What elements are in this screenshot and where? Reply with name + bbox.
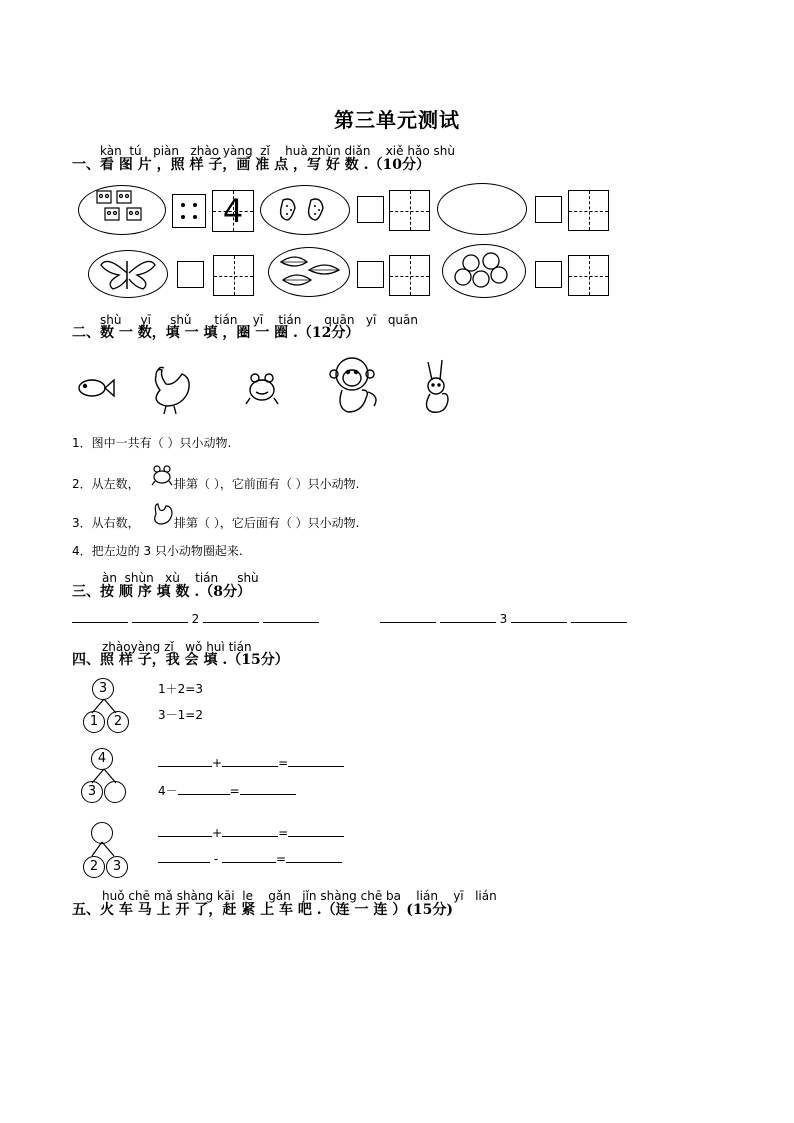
blank[interactable] [440,612,496,623]
blank[interactable] [158,756,212,767]
blank[interactable] [288,756,344,767]
blank[interactable] [72,612,128,623]
dots-box [172,194,206,228]
answer-dots-box-4[interactable] [177,261,204,288]
page-title: 第三单元测试 [334,108,460,132]
s2-question-4: 4．把左边的 3 只小动物圈起来. [72,544,243,558]
s5-heading: 五、火 车 马 上 开 了，赶 紧 上 车 吧 .（连 一 连 ）(15分) [72,902,453,918]
butterfly-picture [89,251,167,297]
answer-digit-grid-2[interactable] [389,190,430,231]
s1-heading: 一、看 图 片 ，照 样 子，画 准 点 ，写 好 数 .（10分） [72,157,430,173]
blank[interactable] [380,612,436,623]
butterfly-oval [88,250,168,298]
cats-picture [79,186,165,234]
ex1-eq1: 1＋2=3 [158,682,203,696]
frog-icon [150,462,174,486]
answer-dots-box-2[interactable] [357,196,384,223]
sample-digit: 4 [222,192,244,230]
ex1-eq2: 3－1=2 [158,708,203,722]
bond2-top: 4 [91,748,113,770]
s5-pinyin: huǒ chē mǎ shàng kāi le gǎn jǐn shàng chē ba lián yī lián [102,889,497,903]
s4-pinyin: zhàoyàng zǐ wǒ huì tián [102,640,252,654]
bond1-left: 1 [83,711,105,733]
answer-dots-box-3[interactable] [535,196,562,223]
strawberries-picture [261,186,349,234]
s2-question-1: 1．图中一共有（ ）只小动物. [72,436,232,450]
bond1-top: 3 [92,678,114,700]
blank[interactable] [222,756,278,767]
bond1-right: 2 [107,711,129,733]
bond3-top[interactable] [91,822,113,844]
blank[interactable] [571,612,627,623]
blank[interactable] [286,852,342,863]
answer-digit-grid-5[interactable] [389,255,430,296]
answer-dots-box-5[interactable] [357,261,384,288]
blank[interactable] [203,612,259,623]
sequence-b [380,612,627,626]
blank[interactable] [240,784,296,795]
monkey-icon [330,358,376,412]
digit-grid-sample [212,190,254,232]
s2-question-2-rest: 排第（ ），它前面有（ ）只小动物. [174,477,360,491]
s2-question-3-rest: 排第（ ），它后面有（ ）只小动物. [174,516,360,530]
frog-icon [246,374,278,404]
answer-dots-box-6[interactable] [535,261,562,288]
fish-icon [79,380,114,396]
oranges-oval [442,244,526,298]
rabbit-icon [426,360,448,412]
bond3-left: 2 [83,856,105,878]
answer-digit-grid-3[interactable] [568,190,609,231]
s2-pinyin: shù yī shǔ tián yī tián quān yī quān [100,313,418,327]
bond2-right[interactable] [104,781,126,803]
ex3-eq2: - = [158,852,342,866]
blank[interactable] [222,852,276,863]
dots-sample [173,195,205,227]
leaves-oval [268,247,350,297]
s2-question-2-lead: 2．从左数， [72,477,140,491]
strawberry-oval [260,185,350,235]
blank[interactable] [158,852,210,863]
bond2-left: 3 [81,781,103,803]
s4-heading: 四、照 样 子，我 会 填 .（15分） [72,652,289,668]
blank[interactable] [132,612,188,623]
empty-oval [437,183,527,235]
animals-row [70,352,470,418]
blank[interactable] [263,612,319,623]
blank[interactable] [511,612,567,623]
s2-heading: 二、数 一 数，填 一 填 ，圈 一 圈 .（12分） [72,325,360,341]
ex2-eq1: + = [158,756,344,770]
leaves-picture [269,248,349,296]
s1-pinyin: kàn tú piàn zhào yàng zǐ huà zhǔn diǎn xiě hǎo shù [100,144,455,158]
s3-heading: 三、按 顺 序 填 数 .（8分） [72,584,251,600]
rooster-icon [150,500,174,526]
blank[interactable] [222,826,278,837]
blank[interactable] [158,826,212,837]
ex2-eq2: 4－ = [158,782,296,799]
s2-question-3-lead: 3．从右数， [72,516,140,530]
sequence-a [72,612,319,626]
answer-digit-grid-4[interactable] [213,255,254,296]
bond3-right: 3 [106,856,128,878]
seq-a-number: 2 [191,612,200,626]
ex3-eq1: + = [158,826,344,840]
s3-pinyin: àn shùn xù tián shù [102,571,259,585]
rooster-icon [156,367,190,414]
blank[interactable] [178,784,230,795]
answer-digit-grid-6[interactable] [568,255,609,296]
oranges-picture [443,245,525,297]
blank[interactable] [288,826,344,837]
cats-oval [78,185,166,235]
seq-b-number: 3 [499,612,508,626]
